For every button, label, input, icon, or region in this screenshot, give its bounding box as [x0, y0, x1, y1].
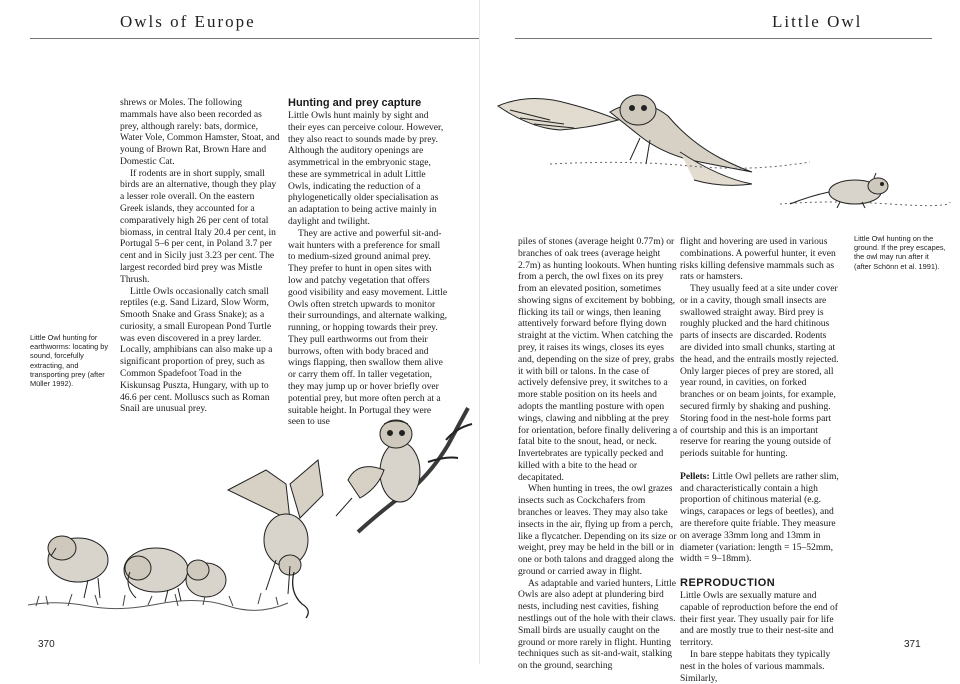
figure-caption-left: Little Owl hunting for earthworms: locating by sound, forcefully extracting, and transporting prey (after Müller 1992).: [30, 333, 109, 389]
running-header-left: Owls of Europe: [120, 12, 256, 31]
pellets-text: Little Owl pellets are rather slim, and characteristically contain a high proportion of chitinous material (e.g. wings, carapaces or legs of beetles), and are therefore quite friable. They measure on average 33mm long and 13mm in diameter (variation: length = 15–52mm, width = 9–18mm).: [680, 470, 839, 565]
right-text-column-1: [518, 236, 678, 672]
right-text-column-2: [680, 236, 840, 684]
left-text-column-2: [288, 97, 448, 428]
pellets-lead: Pellets:: [680, 470, 710, 482]
paragraph: Little Owls occasionally catch small reptiles (e.g. Sand Lizard, Slow Worm, Smooth Snake and Grass Snake); as a curiosity, a small European Pond Turtle was even discovered in a prey larder. Locally, amphibians can also make up a significant proportion of prey, such as Common Spadefoot Toad in the Kiskunsag Puszta, Hungary, with up to 46.6 per cent. Molluscs such as Roman Snail are unusual prey.: [120, 285, 273, 415]
figure-caption-right: Little Owl hunting on the ground. If the prey escapes, the owl may run after it (after Schönn et al. 1991).: [854, 234, 946, 271]
paragraph: They are active and powerful sit-and-wait hunters with a preference for small to medium-sized ground animal prey. They prefer to hunt in open sites with low and patchy vegetation that offers good visibility and easy movement. Little Owls often stretch upwards to monitor their surroundings, and alternate walking, running, or hopping towards their prey. They pull earthworms out from their burrows, often with body braced and wings flapping, then swallow them alive or carry them off. In taller vegetation, they may jump up or hover briefly over potential prey, but more often perch at a suitable height. In Portugal they were seen to use: [288, 227, 448, 428]
page-number-right: 371: [904, 639, 921, 650]
paragraph: When hunting in trees, the owl grazes insects such as Cockchafers from branches or leaves. They may also take insects in the air, flying up from a perch, like a flycatcher. Depending on its size or weight, prey may be held in the bill or in one or both talons and dragged along the ground or carried away in flight.: [518, 483, 677, 577]
section-heading-reproduction: REPRODUCTION: [680, 577, 776, 590]
pellets-paragraph: [680, 471, 840, 565]
paragraph: Little Owls hunt mainly by sight and their eyes can perceive colour. However, they also react to sounds made by prey. Although the auditory openings are asymmetrical in the embryonic stage, these are symmetrical in adult Little Owls, indicating the reduction of a phylogenetically older specialisation as an adaptation to being active mainly in daylight and twilight.: [288, 110, 444, 228]
paragraph: They usually feed at a site under cover or in a cavity, though small insects are swallowed straight away. Bird prey is roughly plucked and the hard chitinous parts of insects are discarded. Rodents are divided into small chunks, starting at the head, and the entrails mostly rejected. Only larger pieces of prey are stored, all year round, in cavities, on forked branches or on beam joints, for example, secured firmly by shaking and pushing. Storing food in the nest-hole forms part of courtship and this is an important reserve for rearing the young outside of periods suitable for hunting.: [680, 283, 839, 460]
header-rule-right: [515, 38, 932, 39]
paragraph: If rodents are in short supply, small birds are an alternative, though they play a lesser role overall. On the eastern Greek islands, they accounted for a comparatively high 26 per cent of total biomass, in central Italy 20.4 per cent, in Portugal 5–6 per cent, in Poland 3.7 per cent and in Sicily just 3.23 per cent. The largest recorded bird prey was Mistle Thrush.: [120, 167, 277, 285]
page-number-left: 370: [38, 639, 55, 650]
earthworm-hunting-illustration: [28, 400, 480, 632]
left-text-column-1: [120, 97, 280, 415]
paragraph: As adaptable and varied hunters, Little Owls are also adept at plundering bird nests, including nest cavities, fishing nestlings out of the hole with their claws. Small birds are usually caught on the ground or more rarely in flight. Hunting techniques such as sit-and-wait, stalking on the ground, searching: [518, 577, 676, 672]
left-page: [0, 0, 480, 664]
right-page: [480, 0, 960, 684]
ground-hunting-illustration: [490, 82, 945, 232]
section-heading-hunting: Hunting and prey capture: [288, 97, 422, 109]
paragraph: piles of stones (average height 0.77m) or branches of oak trees (average height 2.7m) as hunting lookouts. When hunting from a perch, the owl fixes on its prey from an elevated position, sometimes showing signs of excitement by bobbing, flicking its tail or wings, then leaning attentively forward before flying down straight at the victim. When catching the prey, it raises its wings, closes its eyes and, depending on the size of prey, grabs it with bill or talons. In the case of actively defensive prey, it switches to a more stable position on its heels and adopts the mantling posture with open wings, clawing and nibbling at the prey for orientation, before finally delivering a fatal bite to the snout, head, or neck. Invertebrates are typically pecked and killed with a bite to the head or decapitated.: [518, 236, 678, 483]
header-rule-left: [30, 38, 480, 39]
paragraph: Little Owls are sexually mature and capable of reproduction before the end of their first year. They usually pair for life and are mostly true to their nest-site and territory.: [680, 590, 838, 649]
running-header-right: Little Owl: [772, 12, 863, 31]
paragraph: flight and hovering are used in various combinations. A powerful hunter, it even risks killing defensive mammals such as rats or hamsters.: [680, 236, 836, 283]
paragraph: In bare steppe habitats they typically nest in the holes of various mammals. Similarly,: [680, 649, 831, 684]
paragraph: shrews or Moles. The following mammals have also been recorded as prey, although rarely: bats, dormice, Water Vole, Common Hamster, Stoat, and young of Brown Rat, Brown Hare and Domestic Cat.: [120, 97, 280, 167]
